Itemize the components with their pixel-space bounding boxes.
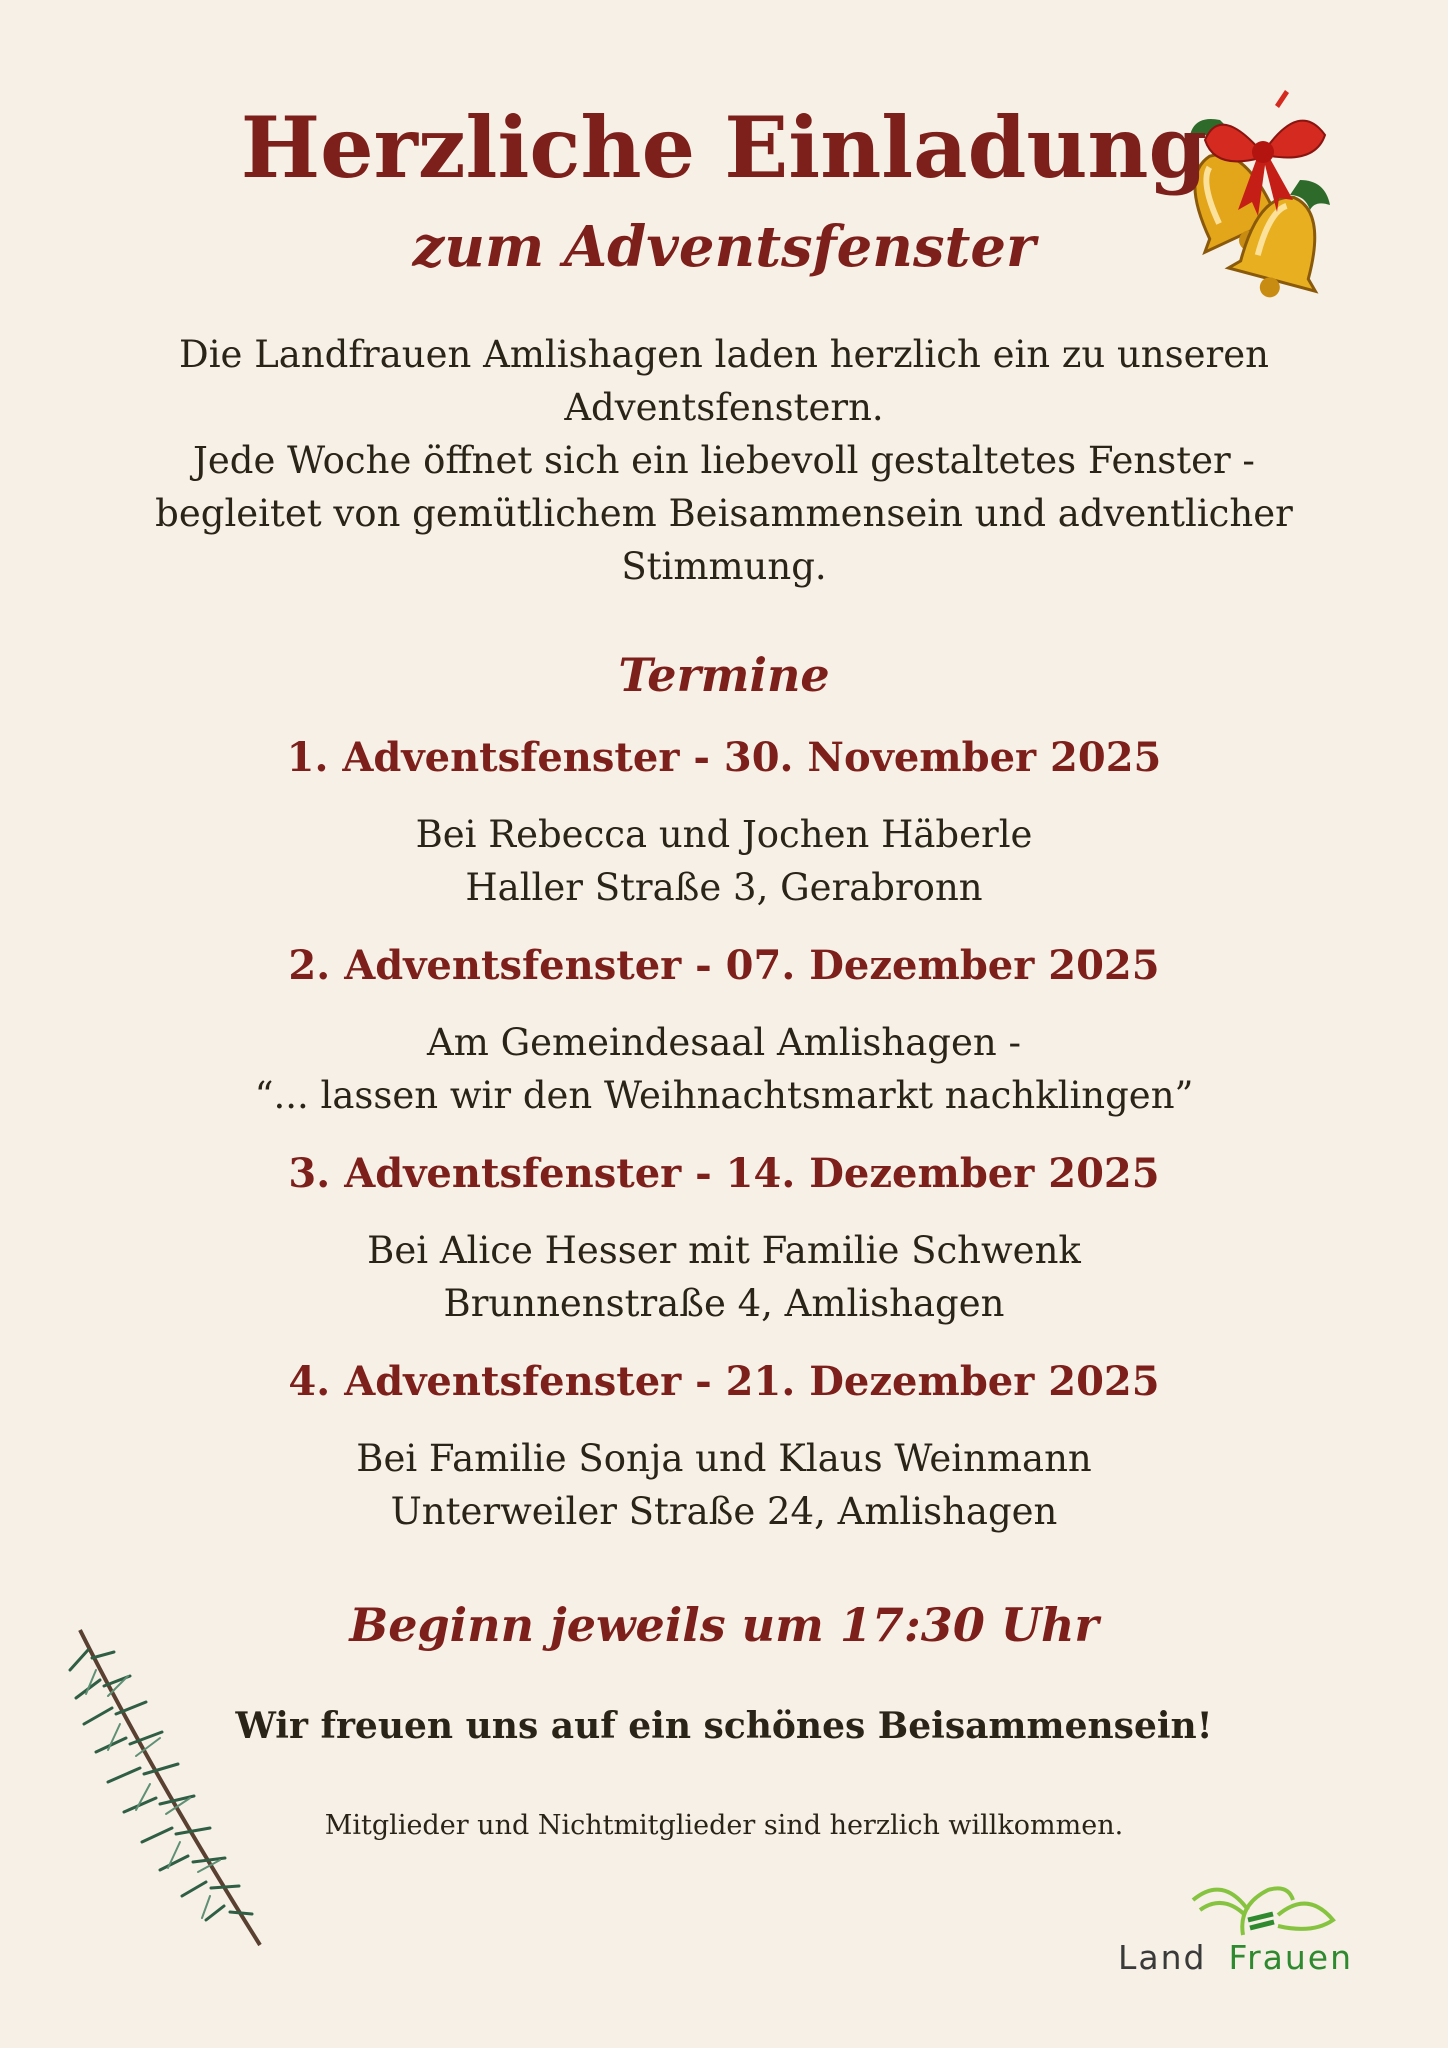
landfrauen-logo — [1118, 1880, 1398, 1990]
event-title-text: Adventsfenster - 14. Dezember 2025 — [344, 1150, 1160, 1197]
event-2-title — [0, 938, 1448, 994]
event-4-details — [0, 1432, 1448, 1538]
start-time: Beginn jeweils um 17:30 Uhr — [349, 1598, 1099, 1652]
event-number: 2. — [288, 942, 331, 989]
event-number: 4. — [288, 1358, 331, 1405]
event-host: Am Gemeindesaal Amlishagen - — [427, 1021, 1021, 1064]
event-title-text: Adventsfenster - 07. Dezember 2025 — [344, 942, 1160, 989]
event-host: Bei Rebecca und Jochen Häberle — [415, 813, 1033, 856]
event-3-title — [0, 1146, 1448, 1202]
logo-word-frauen: Frauen — [1228, 1938, 1353, 1977]
welcome-note: Mitglieder und Nichtmitglieder sind herzlich willkommen. — [324, 1810, 1124, 1841]
page-subtitle: zum Adventsfenster — [412, 214, 1036, 280]
event-2-details — [0, 1016, 1448, 1122]
event-address: Haller Straße 3, Gerabronn — [465, 866, 983, 909]
event-number: 3. — [288, 1150, 331, 1197]
page-title: Herzliche Einladung — [240, 98, 1208, 197]
event-address: Unterweiler Straße 24, Amlishagen — [390, 1490, 1058, 1533]
intro-text — [120, 328, 1328, 593]
intro-line-2: Jede Woche öffnet sich ein liebevoll gestaltetes Fenster - begleitet von gemütlichem Beisammensein und adventlicher Stimmung. — [155, 439, 1293, 588]
event-host: Bei Familie Sonja und Klaus Weinmann — [356, 1437, 1092, 1480]
event-4-title — [0, 1354, 1448, 1410]
event-address: Brunnenstraße 4, Amlishagen — [443, 1282, 1005, 1325]
event-3-details — [0, 1224, 1448, 1330]
event-title-text: Adventsfenster - 30. November 2025 — [342, 734, 1162, 781]
closing-text: Wir freuen uns auf ein schönes Beisammensein! — [235, 1705, 1213, 1747]
termine-heading: Termine — [618, 648, 830, 702]
event-title-text: Adventsfenster - 21. Dezember 2025 — [344, 1358, 1160, 1405]
event-number: 1. — [286, 734, 329, 781]
event-1-title — [0, 730, 1448, 786]
intro-line-1: Die Landfrauen Amlishagen laden herzlich ein zu unseren Adventsfenstern. — [179, 333, 1269, 429]
event-address: “... lassen wir den Weihnachtsmarkt nachklingen” — [254, 1074, 1194, 1117]
logo-word-land: Land — [1118, 1938, 1207, 1977]
bee-icon — [1188, 1880, 1338, 1942]
event-host: Bei Alice Hesser mit Familie Schwenk — [367, 1229, 1081, 1272]
event-1-details — [0, 808, 1448, 914]
pine-branch-icon — [60, 1620, 280, 1960]
